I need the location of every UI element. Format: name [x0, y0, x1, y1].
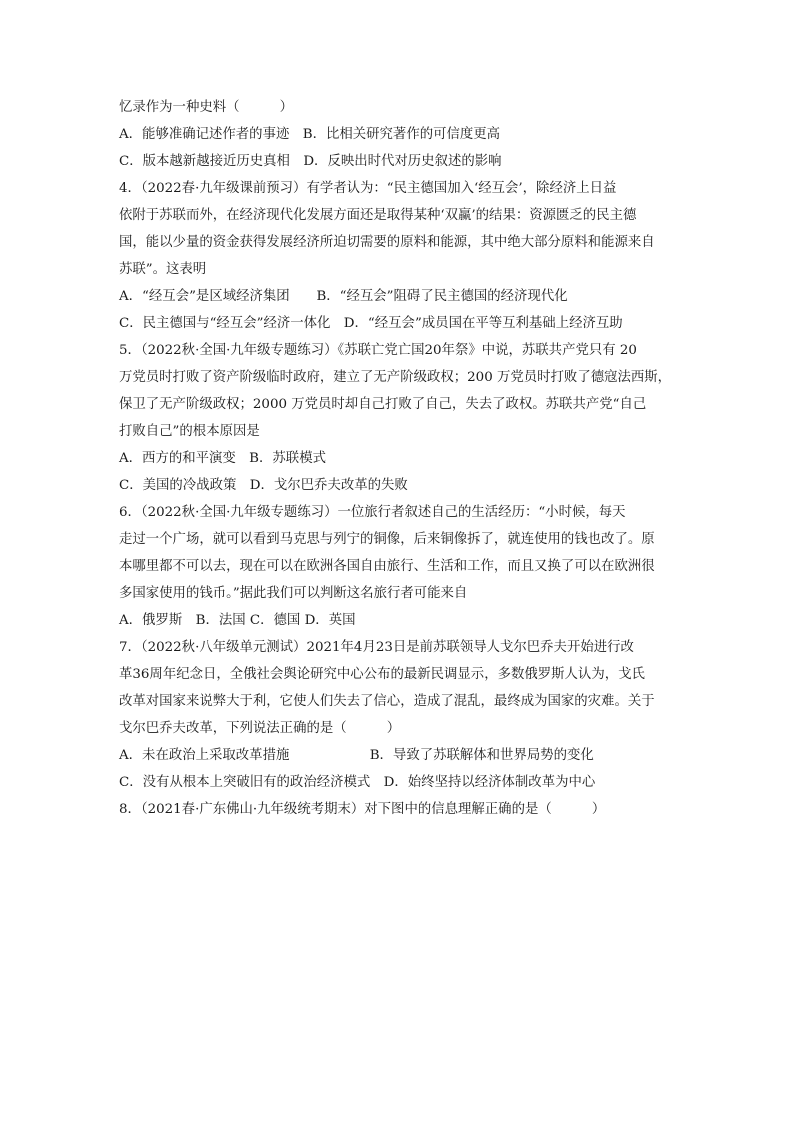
option-line: C．民主德国与“经互会”经济一体化 D．“经互会”成员国在平等互利基础上经济互助	[119, 316, 623, 331]
text-line: 苏联”。这表明	[119, 262, 207, 277]
text-line: 万党员时打败了资产阶级临时政府，建立了无产阶级政权；200 万党员时打败了德寇法西斯，	[119, 370, 672, 385]
option-line: A．未在政治上采取改革措施 B．导致了苏联解体和世界局势的变化	[119, 748, 594, 763]
text-line: 革36周年纪念日，全俄社会舆论研究中心公布的最新民调显示，多数俄罗斯人认为，戈氏	[119, 667, 645, 682]
option-line: A．俄罗斯 B．法国 C．德国 D．英国	[119, 613, 356, 628]
text-line: 戈尔巴乔夫改革，下列说法正确的是（ ）	[119, 721, 401, 736]
option-line: A．能够准确记述作者的事迹 B．比相关研究著作的可信度更高	[119, 127, 501, 142]
option-line: A．西方的和平演变 B．苏联模式	[119, 451, 326, 466]
option-line: C．美国的冷战政策 D．戈尔巴乔夫改革的失败	[119, 478, 408, 493]
option-line: A．“经互会”是区域经济集团 B．“经互会”阻碍了民主德国的经济现代化	[119, 289, 568, 304]
text-line: 改革对国家来说弊大于利，它使人们失去了信心，造成了混乱，最终成为国家的灾难。关于	[119, 694, 655, 709]
question-8-stem: 8．（2021春·广东佛山·九年级统考期末）对下图中的信息理解正确的是（ ）	[119, 802, 606, 817]
text-line: 国，能以少量的资金获得发展经济所迫切需要的原料和能源，其中绝大部分原料和能源来自	[119, 235, 655, 250]
question-7-stem: 7．（2022秋·八年级单元测试）2021年4月23日是前苏联领导人戈尔巴乔夫开始进行改	[119, 640, 634, 655]
question-5-stem: 5．（2022秋·全国·九年级专题练习）《苏联亡党亡国20年祭》中说，苏联共产党只有 20	[119, 343, 637, 358]
option-line: C．没有从根本上突破旧有的政治经济模式 D．始终坚持以经济体制改革为中心	[119, 775, 596, 790]
question-4-stem: 4．（2022春·九年级课前预习）有学者认为：“民主德国加入‘经互会’，除经济上日益	[119, 181, 617, 196]
text-line: 走过一个广场，就可以看到马克思与列宁的铜像，后来铜像拆了，就连使用的钱也改了。原	[119, 532, 655, 547]
option-line: C．版本越新越接近历史真相 D．反映出时代对历史叙述的影响	[119, 154, 502, 169]
text-line: 依附于苏联而外，在经济现代化发展方面还是取得某种‘双赢’的结果：资源匮乏的民主德	[119, 208, 637, 223]
text-line: 本哪里都不可以去，现在可以在欧洲各国自由旅行、生活和工作，而且又换了可以在欧洲很	[119, 559, 655, 574]
question-text	[119, 94, 679, 823]
question-6-stem: 6．（2022秋·全国·九年级专题练习）一位旅行者叙述自己的生活经历：“小时候，每天	[119, 505, 626, 520]
text-line: 多国家使用的钱币。”据此我们可以判断这名旅行者可能来自	[119, 586, 468, 601]
text-line: 忆录作为一种史料（ ）	[119, 100, 294, 115]
text-line: 保卫了无产阶级政权；2000 万党员时却自己打败了自己，失去了政权。苏联共产党“自己	[119, 397, 647, 412]
text-line: 打败自己”的根本原因是	[119, 424, 260, 439]
